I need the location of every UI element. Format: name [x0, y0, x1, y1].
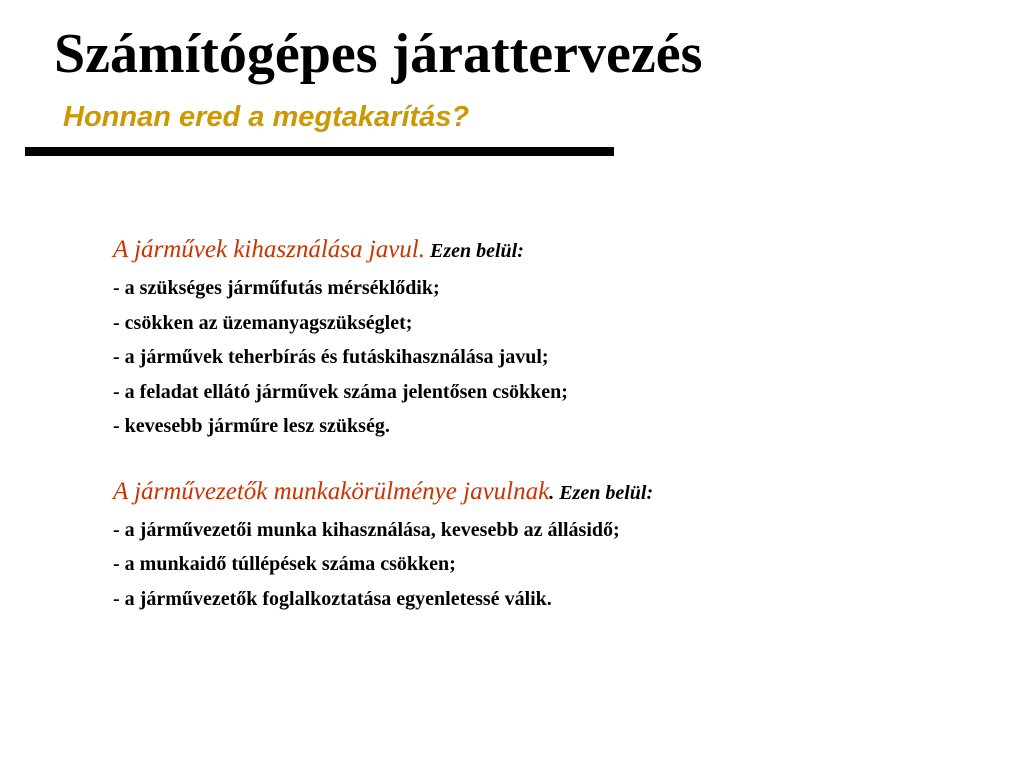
title-underline-rule: [25, 147, 614, 156]
list-item: - kevesebb járműre lesz szükség.: [113, 415, 390, 437]
section-heading: [113, 474, 993, 513]
slide-content: [113, 232, 993, 646]
list-item: - a járművezetők foglalkoztatása egyenletessé válik.: [113, 587, 552, 610]
slide-subtitle: Honnan ered a megtakarítás?: [63, 101, 470, 133]
section-heading-suffix: . Ezen belül:: [549, 481, 654, 504]
section-heading-main: A járművek kihasználása javul.: [113, 236, 425, 263]
section-vehicle-utilization: [113, 232, 993, 444]
section-heading: [113, 232, 993, 271]
section-heading-suffix: Ezen belül:: [425, 240, 524, 262]
section-heading-main: A járművezetők munkakörülménye javulnak: [113, 477, 550, 505]
list-item: - csökken az üzemanyagszükséglet;: [113, 311, 413, 334]
list-item: - a feladat ellátó járművek száma jelentősen csökken;: [113, 380, 568, 403]
slide-title: Számítógépes járattervezés: [54, 23, 703, 85]
list-item: - a járművezetői munka kihasználása, kevesebb az állásidő;: [113, 518, 620, 541]
list-item: - a járművek teherbírás és futáskihasználása javul;: [113, 346, 549, 368]
section-driver-conditions: [113, 474, 993, 617]
list-item: - a szükséges járműfutás mérséklődik;: [113, 277, 440, 299]
list-item: - a munkaidő túllépések száma csökken;: [113, 553, 456, 575]
